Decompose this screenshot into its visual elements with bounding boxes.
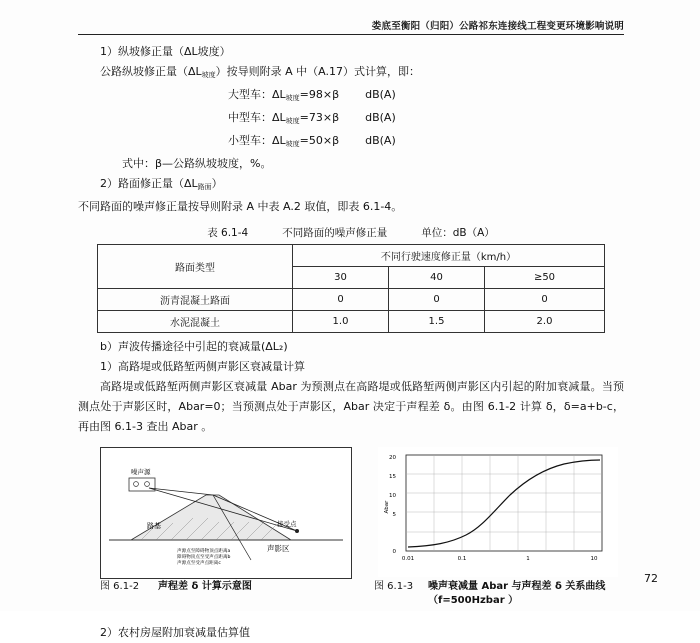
paragraph-item1-line1 xyxy=(78,62,624,85)
paragraph-where: 式中：β—公路纵坡坡度，%。 xyxy=(122,157,272,170)
svg-text:1: 1 xyxy=(526,556,530,562)
equation-medium-unit: dB(A) xyxy=(365,111,396,124)
equation-small-vehicle xyxy=(78,131,624,154)
figure-right-caption xyxy=(374,580,624,608)
svg-text:0: 0 xyxy=(392,549,396,555)
table-cell-asphalt-50: 0 xyxy=(485,289,605,311)
equation-small-unit: dB(A) xyxy=(365,134,396,147)
equation-large-label: 大型车： xyxy=(228,88,272,101)
svg-text:15: 15 xyxy=(389,474,396,480)
equation-large-vehicle xyxy=(78,85,624,108)
table-caption-title: 不同路面的噪声修正量 xyxy=(282,227,388,239)
equation-medium-subscript: 坡度 xyxy=(285,117,300,125)
page-body xyxy=(78,42,624,643)
svg-text:障碍物顶点至受声点距离b: 障碍物顶点至受声点距离b xyxy=(177,555,231,560)
table-cell-cement-40: 1.5 xyxy=(389,311,485,333)
svg-text:路基: 路基 xyxy=(147,522,161,530)
table-cell-cement-50: 2.0 xyxy=(485,311,605,333)
svg-text:20: 20 xyxy=(389,455,396,461)
paragraph-item1-title: 1）纵坡修正量（ΔL坡度） xyxy=(100,45,231,58)
table-header-speed-40: 40 xyxy=(389,267,485,289)
table-caption-unit: 单位：dB（A） xyxy=(421,227,495,239)
svg-text:声源点至障碍物顶点距离a: 声源点至障碍物顶点距离a xyxy=(177,549,231,554)
figure-left-caption xyxy=(100,580,350,594)
table-cell-asphalt-30: 0 xyxy=(293,289,389,311)
table-caption xyxy=(78,225,624,240)
svg-text:10: 10 xyxy=(389,493,396,499)
page-content xyxy=(78,0,624,639)
table-header-row-type: 路面类型 xyxy=(98,245,293,289)
table-cell-type-cement: 水泥混凝土 xyxy=(98,311,293,333)
table-cell-cement-30: 1.0 xyxy=(293,311,389,333)
equation-large-expression: =98×β xyxy=(299,88,340,101)
svg-text:接受点: 接受点 xyxy=(277,520,297,528)
table-header-row xyxy=(98,245,605,267)
paragraph-item-b1-title: 1）高路堤或低路堑两侧声影区衰减量计算 xyxy=(100,360,305,373)
equation-small-expression: =50×β xyxy=(299,134,340,147)
item1-line1-part-b: ）按导则附录 A 中（A.17）式计算，即： xyxy=(215,65,420,78)
pavement-correction-table xyxy=(97,244,605,333)
table-header-speed-30: 30 xyxy=(293,267,389,289)
page-number: 72 xyxy=(644,572,658,585)
figure-left-caption-title: 声程差 δ 计算示意图 xyxy=(158,581,252,592)
svg-text:10: 10 xyxy=(590,556,598,562)
paragraph-item2-line: 不同路面的噪声修正量按导则附录 A 中表 A.2 取值，即表 6.1-4。 xyxy=(78,200,403,213)
equation-medium-vehicle xyxy=(78,108,624,131)
equation-small-label: 小型车： xyxy=(228,134,272,147)
running-header: 娄底至衡阳（归阳）公路祁东连接线工程变更环境影响说明 xyxy=(371,21,624,32)
equation-large-symbol: ΔL xyxy=(272,88,286,101)
path-difference-svg xyxy=(101,448,351,578)
svg-text:声影区: 声影区 xyxy=(267,544,290,553)
equation-medium-expression: =73×β xyxy=(299,111,340,124)
figure-path-difference-diagram xyxy=(100,447,352,579)
equation-medium-symbol: ΔL xyxy=(272,111,286,124)
header-divider xyxy=(78,34,624,35)
figure-right-caption-number: 图 6.1-3 xyxy=(374,581,414,592)
table-row xyxy=(98,311,605,333)
figure-left-caption-number: 图 6.1-2 xyxy=(100,581,140,592)
equation-large-unit: dB(A) xyxy=(365,88,396,101)
equation-medium-label: 中型车： xyxy=(228,111,272,124)
table-caption-number: 表 6.1-4 xyxy=(207,227,249,239)
equation-large-subscript: 坡度 xyxy=(285,94,300,102)
table-header-speed-50: ≥50 xyxy=(485,267,605,289)
figures-row xyxy=(78,447,624,606)
svg-text:0.01: 0.01 xyxy=(401,556,415,562)
item2-title-subscript: 路面 xyxy=(197,183,212,191)
paragraph-item2-tail: 2）农村房屋附加衰减量估算值 xyxy=(100,626,250,639)
paragraph-item-b1-body: 高路堤或低路堑两侧声影区衰减量 Abar 为预测点在高路堤或低路堑两侧声影区内引起的附加衰减量。当预测点处于声影区时，Abar=0；当预测点处于声影区，Abar 决定于声程差 δ。由图 6.1-2 计算 δ，δ=a+b-c，再由图 6.1-3 查出 Abar 。 xyxy=(78,380,624,433)
table-cell-asphalt-40: 0 xyxy=(389,289,485,311)
svg-text:声源点至受声点距离c: 声源点至受声点距离c xyxy=(177,561,221,566)
equation-small-symbol: ΔL xyxy=(272,134,286,147)
table-cell-type-asphalt: 沥青混凝土路面 xyxy=(98,289,293,311)
item1-line1-part-a: 公路纵坡修正量（ΔL xyxy=(100,65,202,78)
svg-text:Abar: Abar xyxy=(384,500,390,514)
paragraph-item2-title xyxy=(78,174,624,197)
equation-small-subscript: 坡度 xyxy=(285,140,300,148)
figure-right-caption-title: 噪声衰减量 Abar 与声程差 δ 关系曲线 xyxy=(428,581,606,592)
svg-text:0.1: 0.1 xyxy=(457,556,467,562)
item2-title-part-b: ） xyxy=(211,177,223,190)
svg-text:5: 5 xyxy=(392,512,396,518)
figure-right-caption-sub: （f=500Hzbar ） xyxy=(428,595,519,606)
table-row xyxy=(98,289,605,311)
item1-line1-subscript: 坡度 xyxy=(201,71,216,79)
abar-curve-svg xyxy=(378,447,618,577)
svg-text:噪声源: 噪声源 xyxy=(131,468,151,476)
item2-title-part-a: 2）路面修正量（ΔL xyxy=(100,177,198,190)
paragraph-item-b-title: b）声波传播途径中引起的衰减量(ΔL₂) xyxy=(100,340,288,353)
figure-abar-curve xyxy=(378,447,618,577)
table-header-speed-group: 不同行驶速度修正量（km/h） xyxy=(293,245,605,267)
